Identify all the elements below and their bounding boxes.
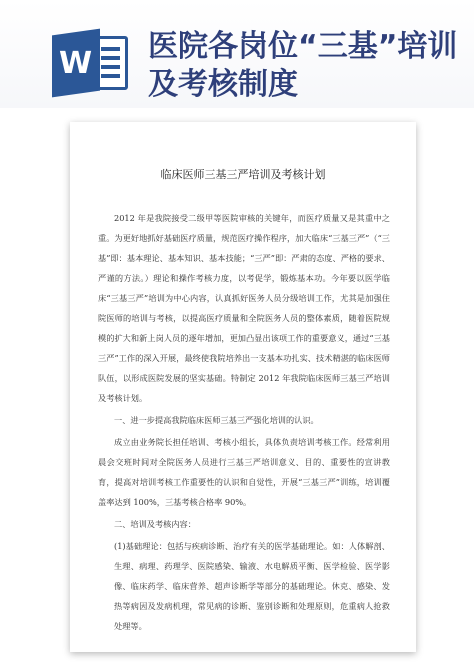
word-badge	[52, 29, 100, 98]
document-body	[98, 208, 390, 638]
page-title: 医院各岗位“三基”培训及考核制度	[148, 29, 458, 102]
paragraph-organization: 成立由业务院长担任培训、考核小组长，具体负责培训考核工作。经常利用晨会交班时间对全院医务人员进行三基三严培训意义、目的、重要性的宣讲教育，提高对培训考核工作重要性的认识和自觉性，开展“三基三严”训练，培训覆盖率达到 100%，三基考核合格率 90%。	[98, 437, 390, 507]
paragraph-intro: 2012 年是我院接受二级甲等医院审核的关键年，而医疗质量又是其重中之重。为更好地抓好基础医疗质量，规范医疗操作程序，加大临床“三基三严”（“三基”即：基本理论、基本知识、基本技能；“三严”即：严肃的态度、严格的要求、严谨的方法。）理论和操作考核力度，以考促学，锻炼基本功。今年要以医学临床“三基三严”培训为中心内容，认真抓好医务人员分级培训工作，尤其是加强住院医师的培训与考核，以提高医疗质量和全院医务人员的整体素质，随着医院规模的扩大和新上岗人员的逐年增加，更加凸显出该项工作的重要意义，通过“三基三严”工作的深入开展，最终使我院培养出一支基本功扎实、技术精湛的临床医师队伍，以形成医院发展的坚实基础。特制定 2012 年我院临床医师三基三严培训及考核计划。	[98, 213, 390, 403]
document-title: 临床医师三基三严培训及考核计划	[160, 168, 326, 181]
page-header	[0, 0, 474, 108]
word-document-icon	[52, 32, 132, 94]
document-page	[70, 122, 416, 652]
paragraph-section-2: 二、培训及考核内容：	[114, 519, 196, 529]
paragraph-basic-theory: (1)基础理论：包括与疾病诊断、治疗有关的医学基础理论。如：人体解剖、生理、病理、药理学、医院感染、输液、水电解质平衡、医学检验、医学影像、临床药学、临床营养、超声诊断学等部分的基础理论。休克、感染、发热等病因及发病机理，常见病的诊断、鉴别诊断和处理原则，危重病人抢救处理等。	[114, 541, 390, 631]
word-logo-letter: W	[59, 45, 93, 81]
paragraph-section-1: 一、进一步提高我院临床医师三基三严强化培训的认识。	[114, 415, 319, 425]
